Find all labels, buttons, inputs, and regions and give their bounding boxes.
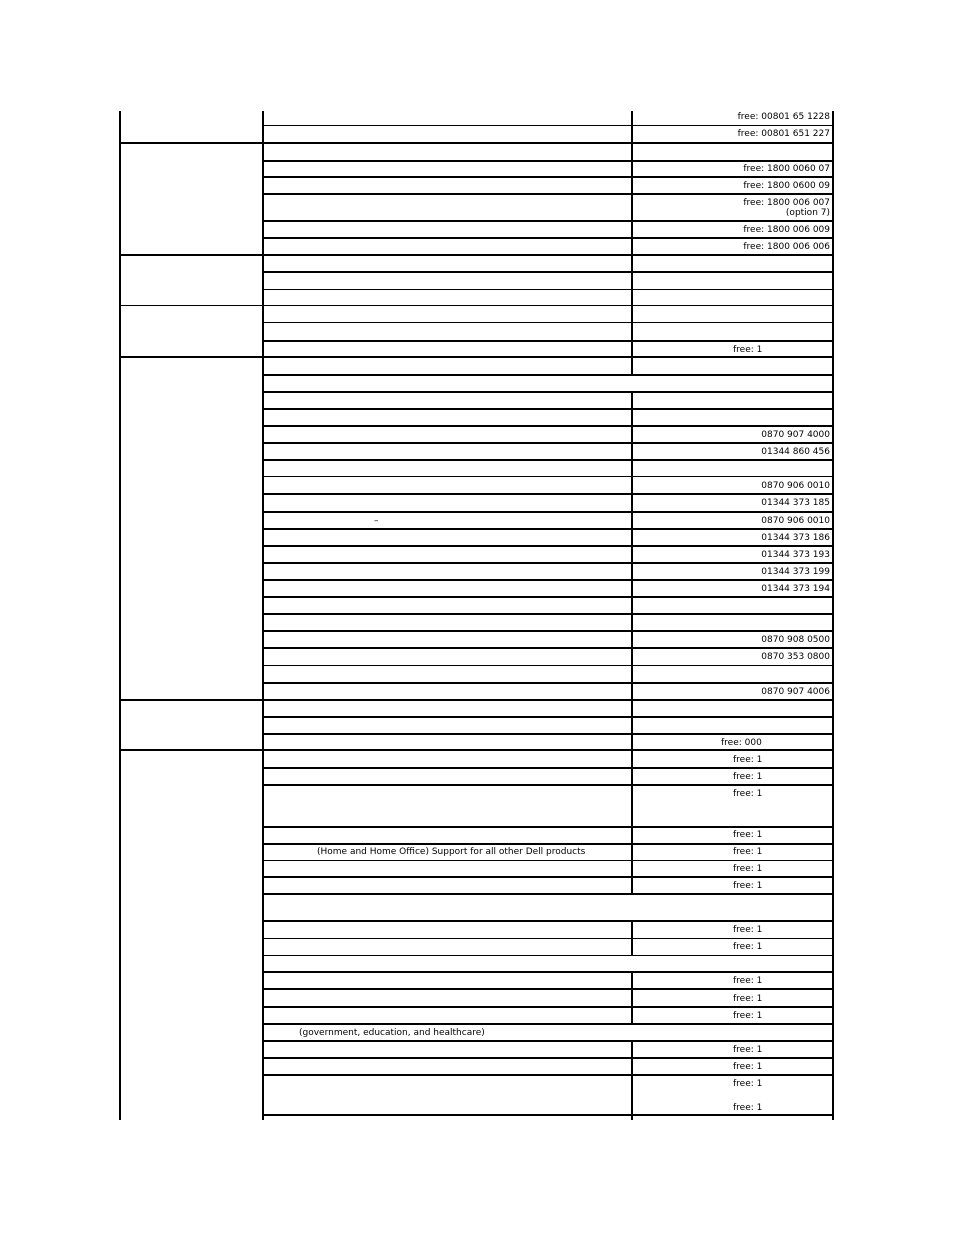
row-separator [262,289,834,290]
row-separator [262,716,834,718]
phone-number: free: 1 [733,345,763,355]
row-separator [262,271,834,273]
row-separator [262,545,834,547]
phone-number: 0870 907 4006 [761,687,830,697]
row-separator [262,843,834,845]
row-separator [262,784,834,786]
row-separator [262,1074,834,1076]
phone-number: free: 1 [733,942,763,952]
row-separator [262,579,834,581]
row-separator [262,860,834,861]
phone-number: free: 1 [733,789,763,799]
phone-number: free: 000 [721,738,762,748]
row-separator [262,893,834,895]
row-separator [262,920,834,922]
phone-number: 0870 907 4000 [761,430,830,440]
row-separator [262,1040,834,1042]
government-label: (government, education, and healthcare) [299,1028,485,1038]
phone-number: free: 1800 006 009 [743,225,830,235]
row-separator [262,971,834,973]
number-column-border [631,391,633,893]
row-separator [262,459,834,461]
phone-number: 0870 906 0010 [761,516,830,526]
phone-number: 0870 353 0800 [761,652,830,662]
phone-number: free: 1 [733,1103,763,1113]
number-column-border [631,971,633,1024]
country-separator [119,749,834,751]
row-separator [262,562,834,564]
service-column-border [262,111,264,1120]
row-separator [262,220,834,222]
row-separator [262,408,834,410]
row-separator [262,1023,834,1025]
phone-number: free: 1 [733,847,763,857]
row-separator [262,630,834,632]
phone-number: 01344 373 199 [761,567,830,577]
country-separator [119,305,834,306]
row-separator [262,193,834,195]
phone-number: free: 00801 651 227 [737,129,830,139]
phone-number: free: 00801 65 1228 [737,112,830,122]
phone-number: 01344 373 185 [761,498,830,508]
phone-number: 0870 908 0500 [761,635,830,645]
country-separator [119,699,834,701]
dash-label: – [374,516,379,526]
phone-number: 01344 860 456 [761,447,830,457]
phone-number: free: 1800 006 006 [743,242,830,252]
phone-number: 0870 906 0010 [761,481,830,491]
phone-number: 01344 373 194 [761,584,830,594]
row-separator [262,125,834,126]
row-separator [262,955,834,956]
row-separator [262,425,834,427]
row-separator [262,826,834,828]
phone-number: free: 1 [733,772,763,782]
row-separator [262,391,834,393]
country-separator [119,142,834,144]
row-separator [262,237,834,239]
row-separator [262,493,834,495]
row-separator [262,374,834,376]
row-separator [262,476,834,477]
phone-number: free: 1 [733,1062,763,1072]
home-office-label: (Home and Home Office) Support for all other Dell products [317,847,586,857]
row-separator [262,988,834,990]
row-separator [262,938,834,939]
row-separator [262,876,834,878]
row-separator [262,1057,834,1059]
row-separator [262,733,834,735]
row-separator [262,176,834,178]
number-column-border [631,1040,633,1120]
row-separator [262,340,834,342]
row-separator [262,1006,834,1008]
row-separator [262,442,834,444]
phone-number: 01344 373 193 [761,550,830,560]
table-left-border [119,111,121,1120]
phone-number: free: 1 [733,994,763,1004]
phone-number: free: 1 [733,830,763,840]
row-separator [262,1114,834,1116]
phone-number: 01344 373 186 [761,533,830,543]
phone-number: free: 1 [733,1045,763,1055]
row-separator [262,665,834,666]
table-right-border [832,111,834,1120]
phone-number: free: 1 [733,864,763,874]
phone-number: free: 1800 006 007 [743,198,830,208]
phone-number-note: (option 7) [785,208,830,218]
row-separator [262,596,834,598]
row-separator [262,511,834,513]
number-column-border [631,111,633,375]
phone-number: free: 1 [733,925,763,935]
row-separator [262,322,834,323]
row-separator [262,528,834,530]
country-separator [119,356,834,358]
phone-number: free: 1 [733,976,763,986]
phone-number: free: 1 [733,881,763,891]
row-separator [262,682,834,684]
row-separator [262,767,834,769]
phone-number: free: 1800 0060 07 [743,164,830,174]
phone-number: free: 1 [733,755,763,765]
phone-number: free: 1 [733,1079,763,1089]
row-separator [262,647,834,649]
country-separator [119,254,834,256]
phone-number: free: 1800 0600 09 [743,181,830,191]
row-separator [262,160,834,162]
phone-number: free: 1 [733,1011,763,1021]
row-separator [262,613,834,615]
